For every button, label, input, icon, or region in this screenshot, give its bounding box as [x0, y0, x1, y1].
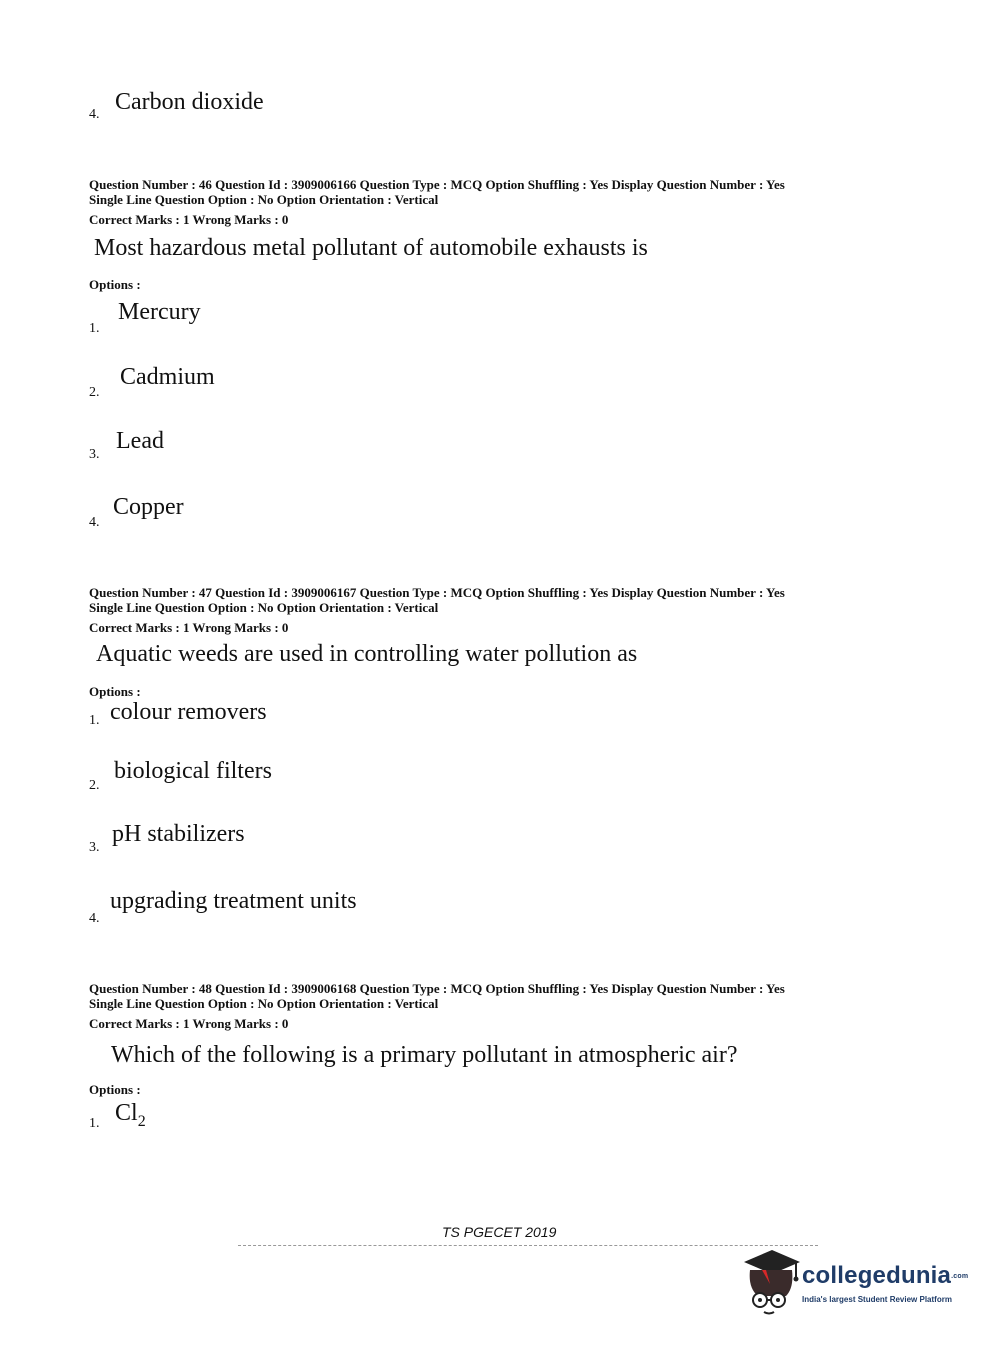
option-number: 4.	[89, 911, 100, 926]
question-meta-line2: Single Line Question Option : No Option Orientation : Vertical	[89, 996, 439, 1011]
question-text: Aquatic weeds are used in controlling water pollution as	[96, 641, 638, 667]
option-text: colour removers	[110, 699, 267, 725]
logo-wordmark	[802, 1262, 968, 1290]
options-label: Options :	[89, 277, 141, 292]
collegedunia-logo	[740, 1248, 970, 1318]
option-text	[115, 1099, 146, 1136]
footer-divider	[238, 1245, 818, 1246]
option-number: 2.	[89, 385, 100, 400]
logo-name: collegedunia	[802, 1262, 952, 1289]
question-meta: Question Number : 47 Question Id : 3909006167 Question Type : MCQ Option Shuffling : Yes Display Question Number : Yes	[89, 585, 785, 600]
option-number: 2.	[89, 778, 100, 793]
option-text-subscript: 2	[137, 1112, 146, 1130]
option-text: biological filters	[114, 758, 272, 784]
footer-title: TS PGECET 2019	[442, 1224, 557, 1240]
option-text: Cadmium	[120, 364, 215, 390]
option-number: 1.	[89, 713, 100, 728]
option-number: 3.	[89, 447, 100, 462]
logo-suffix: .com	[951, 1273, 969, 1281]
option-text: Lead	[116, 428, 164, 454]
question-marks: Correct Marks : 1 Wrong Marks : 0	[89, 212, 289, 227]
question-text: Which of the following is a primary pollutant in atmospheric air?	[111, 1042, 738, 1068]
option-number: 3.	[89, 840, 100, 855]
question-marks: Correct Marks : 1 Wrong Marks : 0	[89, 1016, 289, 1031]
option-number: 4.	[89, 107, 100, 122]
option-text-main: Cl	[115, 1100, 138, 1126]
option-number: 4.	[89, 515, 100, 530]
options-label: Options :	[89, 684, 141, 699]
question-meta-line2: Single Line Question Option : No Option Orientation : Vertical	[89, 192, 439, 207]
option-text: Carbon dioxide	[115, 89, 264, 115]
option-text: Copper	[113, 494, 184, 520]
option-number: 1.	[89, 1116, 100, 1131]
logo-tagline: India's largest Student Review Platform	[802, 1295, 952, 1304]
option-number: 1.	[89, 321, 100, 336]
options-label: Options :	[89, 1082, 141, 1097]
mascot-icon	[740, 1248, 802, 1316]
question-marks: Correct Marks : 1 Wrong Marks : 0	[89, 620, 289, 635]
option-text: upgrading treatment units	[110, 888, 357, 914]
option-text: Mercury	[118, 299, 201, 325]
question-meta: Question Number : 46 Question Id : 3909006166 Question Type : MCQ Option Shuffling : Yes Display Question Number : Yes	[89, 177, 785, 192]
question-meta: Question Number : 48 Question Id : 3909006168 Question Type : MCQ Option Shuffling : Yes Display Question Number : Yes	[89, 981, 785, 996]
question-text: Most hazardous metal pollutant of automobile exhausts is	[94, 235, 648, 261]
question-meta-line2: Single Line Question Option : No Option Orientation : Vertical	[89, 600, 439, 615]
option-text: pH stabilizers	[112, 821, 245, 847]
